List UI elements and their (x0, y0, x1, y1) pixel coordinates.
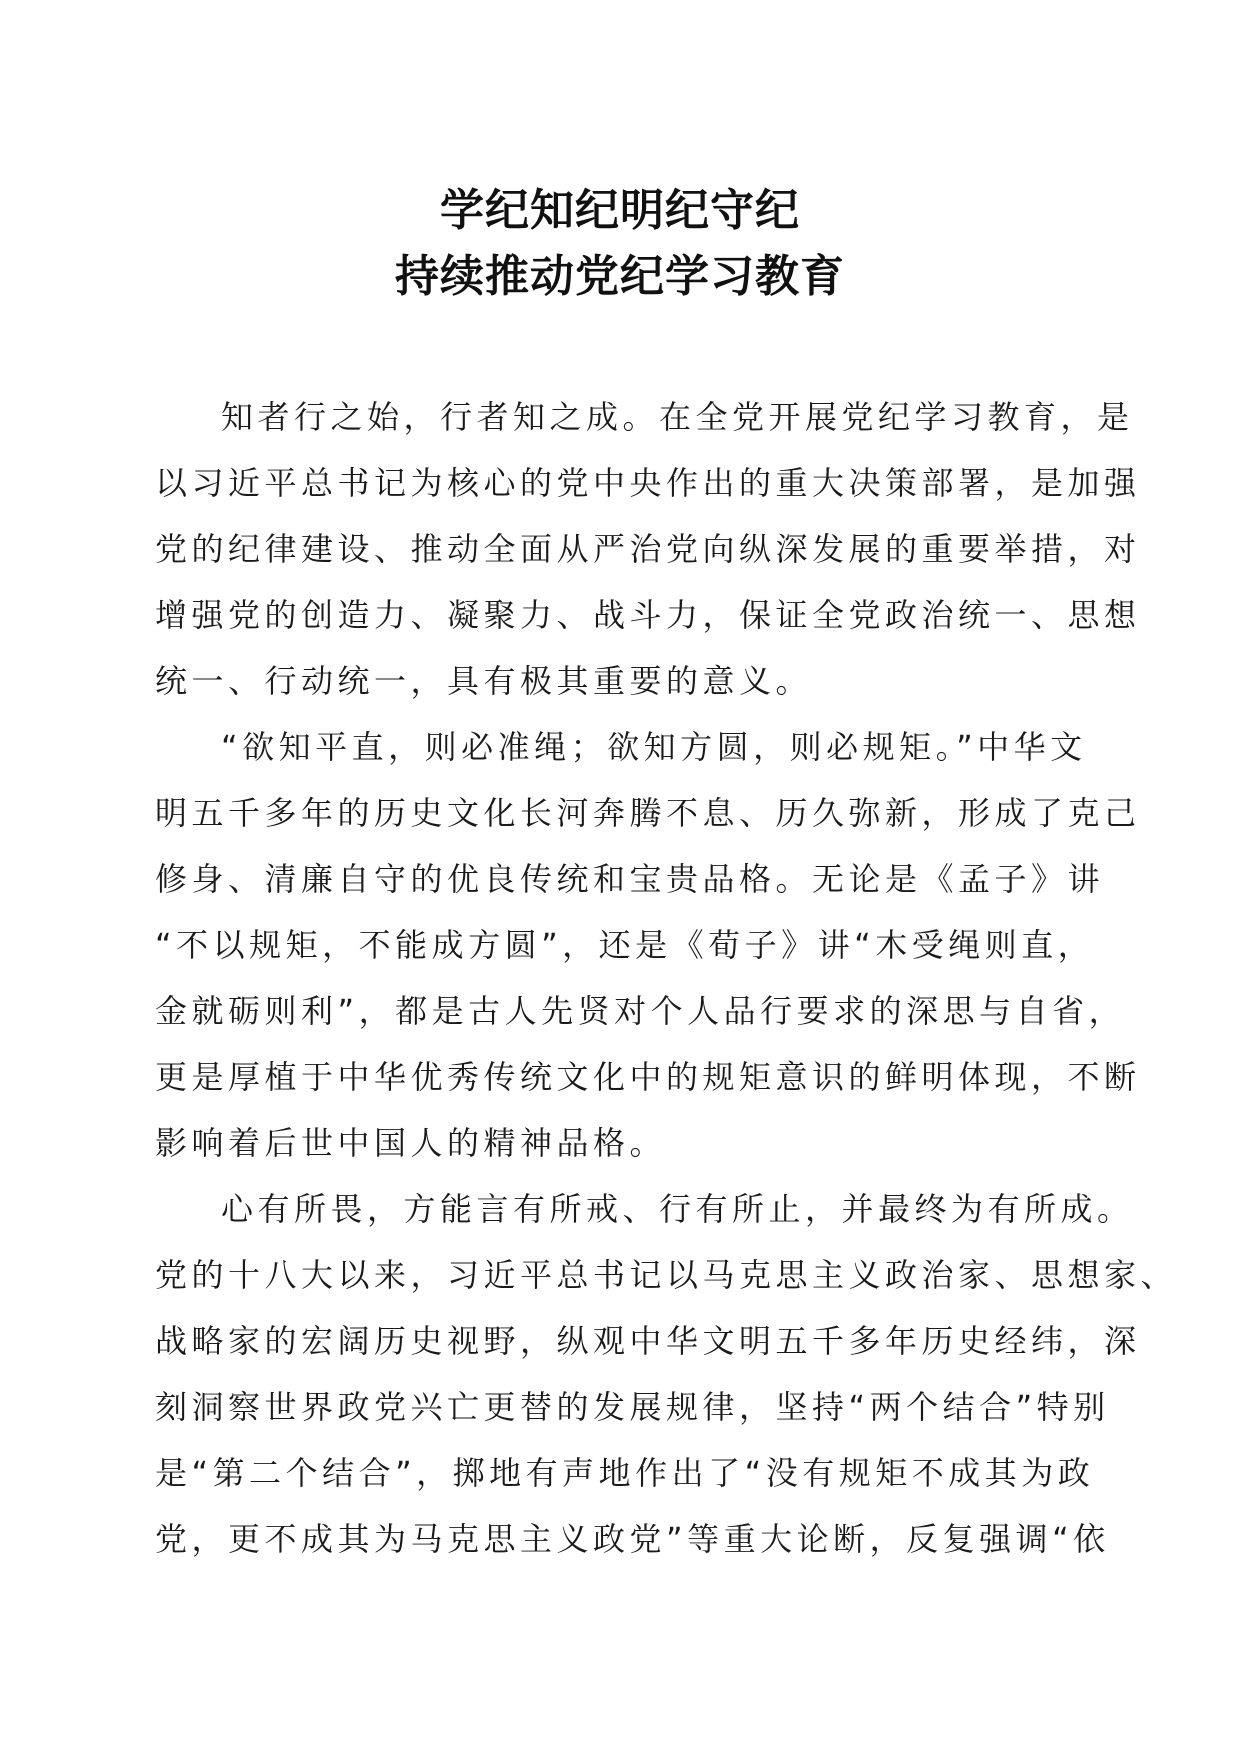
paragraph-line: 明五千多年的历史文化长河奔腾不息、历久弥新，形成了克己 (155, 794, 1141, 832)
paragraph-line: 更是厚植于中华优秀传统文化中的规矩意识的鲜明体现，不断 (155, 1058, 1141, 1096)
paragraph-3 (155, 1176, 1178, 1572)
paragraph-line: 党的十八大以来，习近平总书记以马克思主义政治家、思想家、 (155, 1256, 1178, 1294)
paragraph-line: 修身、清廉自守的优良传统和宝贵品格。无论是《孟子》讲 (155, 860, 1105, 898)
paragraph-line: 是“第二个结合”，掷地有声地作出了“没有规矩不成其为政 (155, 1454, 1095, 1492)
paragraph-line: “欲知平直，则必准绳；欲知方圆，则必规矩。”中华文 (221, 728, 1087, 766)
paragraph-line: 党，更不成其为马克思主义政党”等重大论断，反复强调“依 (155, 1520, 1110, 1558)
paragraph-line: 影响着后世中国人的精神品格。 (155, 1124, 667, 1162)
document-body (155, 384, 1178, 1572)
paragraph-line: 统一、行动统一，具有极其重要的意义。 (155, 662, 813, 700)
paragraph-line: “不以规矩，不能成方圆”，还是《荀子》讲“木受绳则直， (155, 926, 1095, 964)
paragraph-line: 金就砺则利”，都是古人先贤对个人品行要求的深思与自省， (155, 992, 1126, 1030)
paragraph-line: 心有所畏，方能言有所戒、行有所止，并最终为有所成。 (221, 1190, 1134, 1228)
paragraph-line: 刻洞察世界政党兴亡更替的发展规律，坚持“两个结合”特别 (155, 1388, 1110, 1426)
title-line-1: 学纪知纪明纪守纪 (440, 185, 800, 236)
paragraph-1 (155, 384, 1141, 714)
paragraph-line: 以习近平总书记为核心的党中央作出的重大决策部署，是加强 (155, 464, 1141, 502)
document-title (0, 178, 1240, 310)
paragraph-line: 增强党的创造力、凝聚力、战斗力，保证全党政治统一、思想 (155, 596, 1141, 634)
title-line-2: 持续推动党纪学习教育 (395, 251, 845, 302)
paragraph-line: 战略家的宏阔历史视野，纵观中华文明五千多年历史经纬，深 (155, 1322, 1141, 1360)
paragraph-2 (155, 714, 1141, 1176)
paragraph-line: 知者行之始，行者知之成。在全党开展党纪学习教育，是 (221, 398, 1134, 436)
paragraph-line: 党的纪律建设、推动全面从严治党向纵深发展的重要举措，对 (155, 530, 1141, 568)
